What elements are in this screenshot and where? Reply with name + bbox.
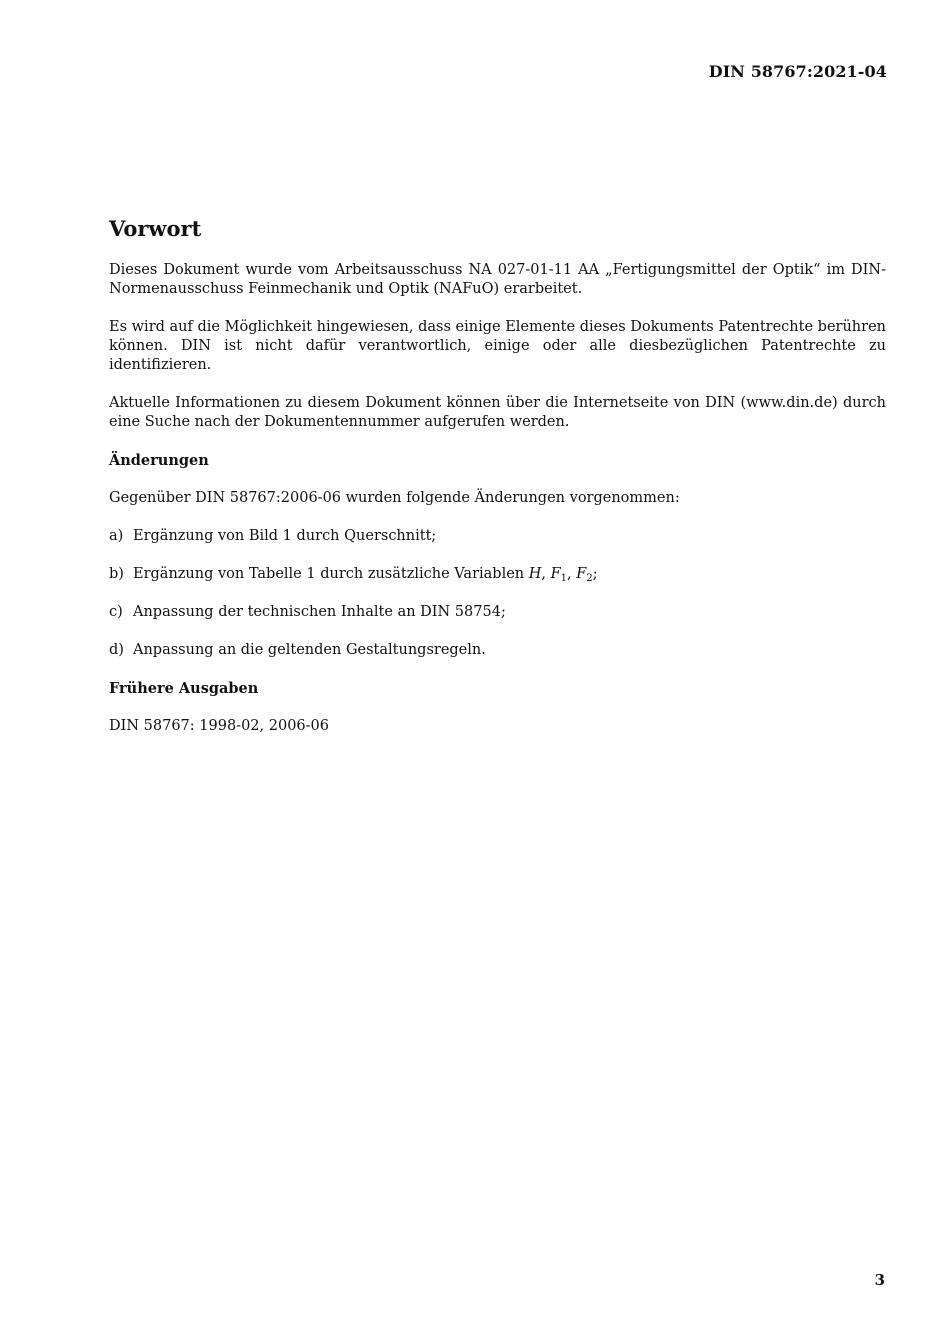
change-item-c bbox=[109, 603, 886, 622]
variable-h: H bbox=[528, 566, 542, 582]
list-marker: c) bbox=[109, 604, 123, 620]
list-item-text: Anpassung an die geltenden Gestaltungsregeln. bbox=[133, 642, 486, 658]
variable-f1-symbol: F bbox=[550, 566, 561, 582]
change-item-d bbox=[109, 641, 886, 660]
foreword-title: Vorwort bbox=[109, 216, 202, 241]
previous-editions-text: DIN 58767: 1998-02, 2006-06 bbox=[109, 718, 329, 734]
page-number: 3 bbox=[874, 1271, 885, 1289]
separator: , bbox=[541, 566, 551, 582]
foreword-paragraph-1: Dieses Dokument wurde vom Arbeitsausschuss NA 027-01-11 AA „Fertigungsmittel der Optik“ im DIN-Normenausschuss Feinmechanik und Optik (NAFuO) erarbeitet. bbox=[109, 262, 886, 297]
variable-f1-subscript: 1 bbox=[560, 573, 568, 584]
foreword-paragraph-2: Es wird auf die Möglichkeit hingewiesen, dass einige Elemente dieses Dokuments Patentrechte berühren können. DIN ist nicht dafür verantwortlich, einige oder alle diesbezüglichen Patentrechte zu identifizieren. bbox=[109, 319, 886, 373]
variable-f2-subscript: 2 bbox=[586, 573, 593, 584]
changes-intro: Gegenüber DIN 58767:2006-06 wurden folgende Änderungen vorgenommen: bbox=[109, 490, 680, 506]
separator: , bbox=[567, 566, 577, 582]
variable-f2-symbol: F bbox=[576, 566, 587, 582]
list-item-text-prefix: Ergänzung von Tabelle 1 durch zusätzliche Variablen bbox=[133, 566, 529, 582]
list-marker: d) bbox=[109, 642, 124, 658]
change-item-b bbox=[109, 565, 886, 584]
document-id-header: DIN 58767:2021-04 bbox=[708, 62, 887, 81]
list-item-text-suffix: ; bbox=[592, 566, 598, 582]
variable-f2 bbox=[576, 566, 592, 582]
document-body bbox=[109, 216, 886, 755]
list-marker: a) bbox=[109, 528, 124, 544]
list-item-text: Ergänzung von Bild 1 durch Querschnitt; bbox=[133, 528, 437, 544]
list-item-text: Anpassung der technischen Inhalte an DIN 58754; bbox=[133, 604, 506, 620]
list-marker: b) bbox=[109, 566, 124, 582]
foreword-paragraph-3: Aktuelle Informationen zu diesem Dokument können über die Internetseite von DIN (www.din.de) durch eine Suche nach der Dokumentennummer aufgerufen werden. bbox=[109, 395, 886, 430]
change-item-a bbox=[109, 527, 886, 546]
previous-editions-heading: Frühere Ausgaben bbox=[109, 680, 259, 697]
variable-f1 bbox=[551, 566, 567, 582]
list-item-text bbox=[133, 565, 598, 584]
changes-heading: Änderungen bbox=[109, 452, 209, 469]
